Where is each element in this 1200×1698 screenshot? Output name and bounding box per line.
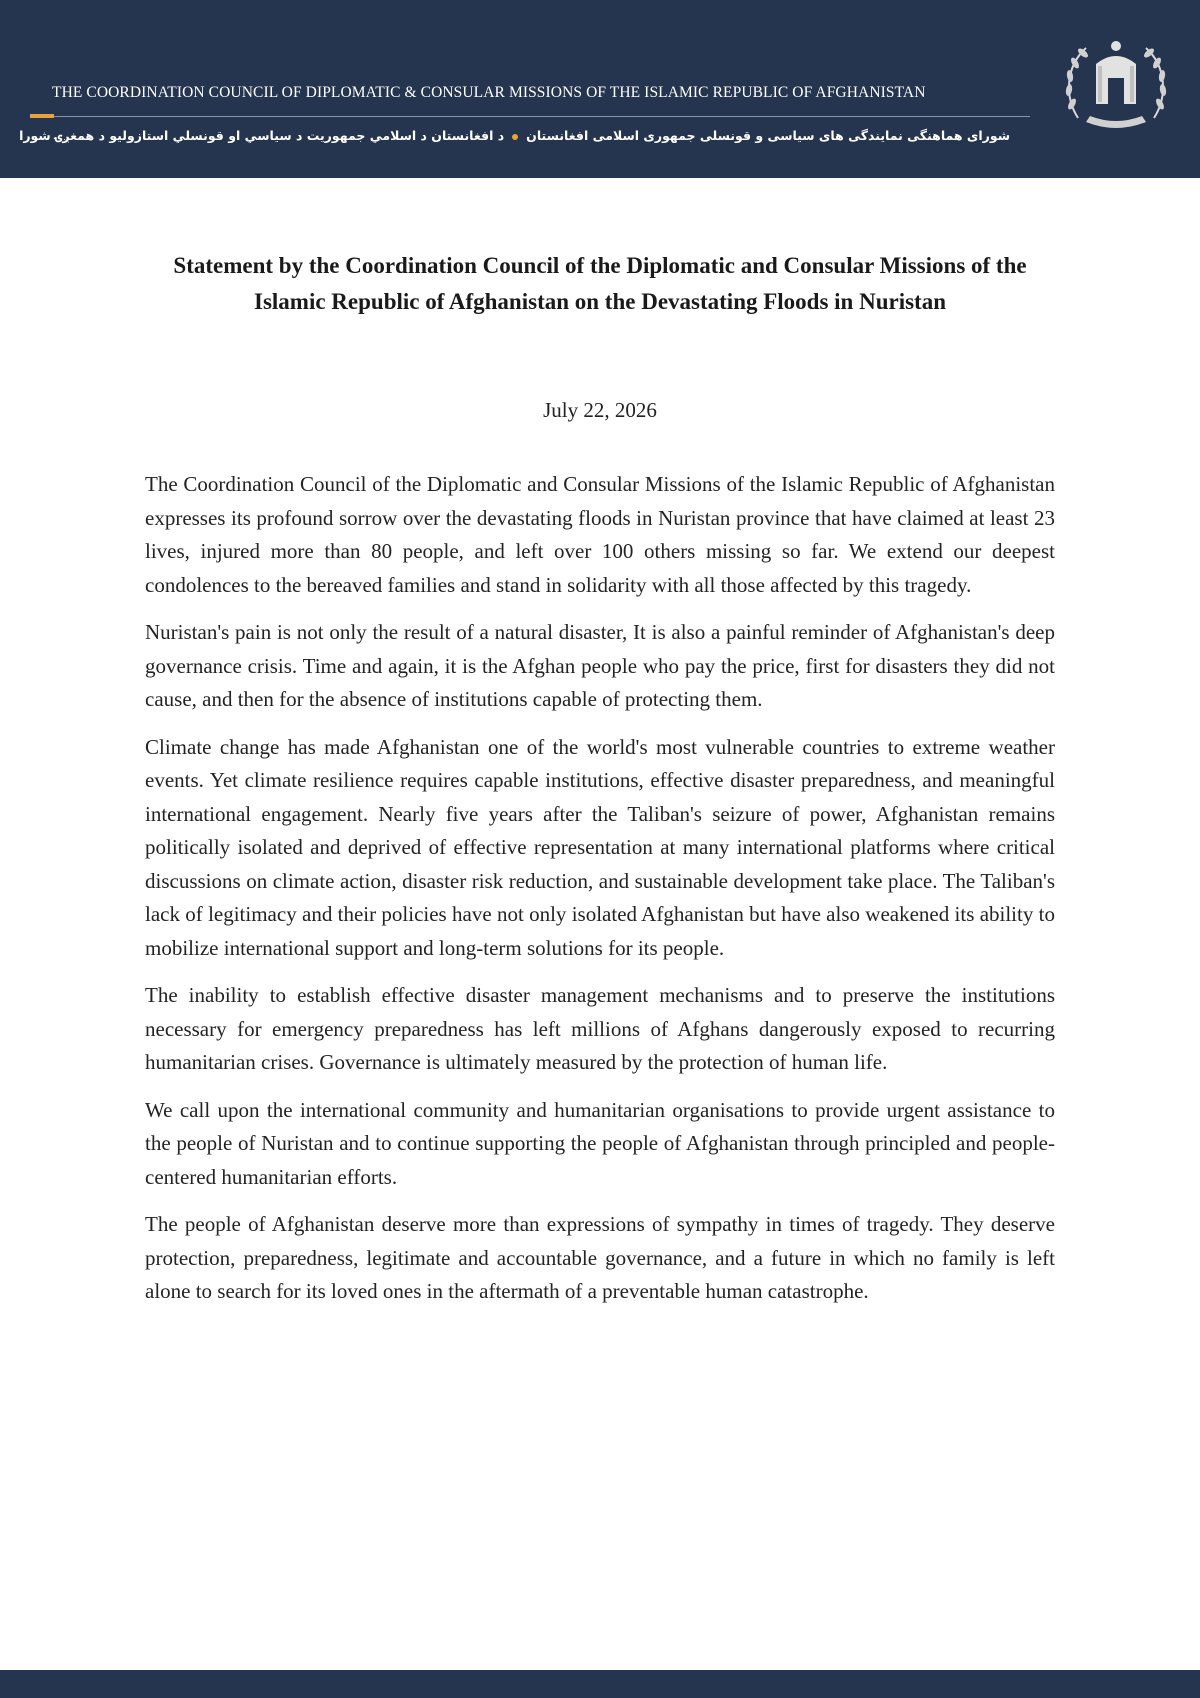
separator-dot-icon [512,134,518,140]
paragraph: We call upon the international community and humanitarian organisations to provide urgent assistance to the people of Nuristan and to continue supporting the people of Afghanistan through principled and people-centered humanitarian efforts. [145,1097,1055,1189]
letterhead-header [0,0,1200,178]
afghanistan-emblem-icon [1056,26,1176,140]
paragraph: The people of Afghanistan deserve more than expressions of sympathy in times of tragedy. They deserve protection, preparedness, legitimate and accountable governance, and a future in which no family is left alone to search for its loved ones in the aftermath of a preventable human catastrophe. [145,1212,1055,1303]
statement-date: July 22, 2026 [543,398,657,422]
letterhead-footer [0,1670,1200,1698]
paragraph: Nuristan's pain is not only the result of a natural disaster, It is also a painful reminder of Afghanistan's deep governance crisis. Time and again, it is the Afghan people who pay the price, first for disasters they did not cause, and then for the absence of institutions capable of protecting them. [145,620,1055,711]
header-accent-bar [30,114,54,118]
letterhead-pashto-name: د افغانستان د اسلامي جمهوریت د سیاسي او قونسلي استازولیو د همغږۍ شورا [19,128,505,143]
paragraph: The Coordination Council of the Diplomatic and Consular Missions of the Islamic Republic of Afghanistan expresses its profound sorrow over the devastating floods in Nuristan province that have claimed at least 23 lives, injured more than 80 people, and left over 100 others missing so far. We extend our deepest condolences to the bereaved families and stand in solidarity with all those affected by this tragedy. [145,472,1055,597]
statement-body [145,468,1055,1323]
statement-title: Statement by the Coordination Council of the Diplomatic and Consular Missions of the Islamic Republic of Afghanistan on the Devastating Floods in Nuristan [173,253,1027,314]
letterhead-local-names [19,128,1010,143]
paragraph: The inability to establish effective disaster management mechanisms and to preserve the institutions necessary for emergency preparedness has left millions of Afghans dangerously exposed to recurring humanitarian crises. Governance is ultimately measured by the protection of human life. [145,983,1055,1074]
letterhead-english-name: THE COORDINATION COUNCIL OF DIPLOMATIC & CONSULAR MISSIONS OF THE ISLAMIC REPUBLIC OF AFGHANISTAN [52,84,926,101]
letterhead-farsi-name: شورای هماهنگی نمایندگی های سیاسی و قونسلی جمهوری اسلامی افغانستان [526,128,1010,143]
paragraph: Climate change has made Afghanistan one of the world's most vulnerable countries to extreme weather events. Yet climate resilience requires capable institutions, effective disaster preparedness, and meaningful international engagement. Nearly five years after the Taliban's seizure of power, Afghanistan remains politically isolated and deprived of effective representation at many international platforms where critical discussions on climate action, disaster risk reduction, and sustainable development take place. The Taliban's lack of legitimacy and their policies have not only isolated Afghanistan but have also weakened its ability to mobilize international support and long-term solutions for its people. [145,734,1055,960]
header-divider [30,116,1030,117]
